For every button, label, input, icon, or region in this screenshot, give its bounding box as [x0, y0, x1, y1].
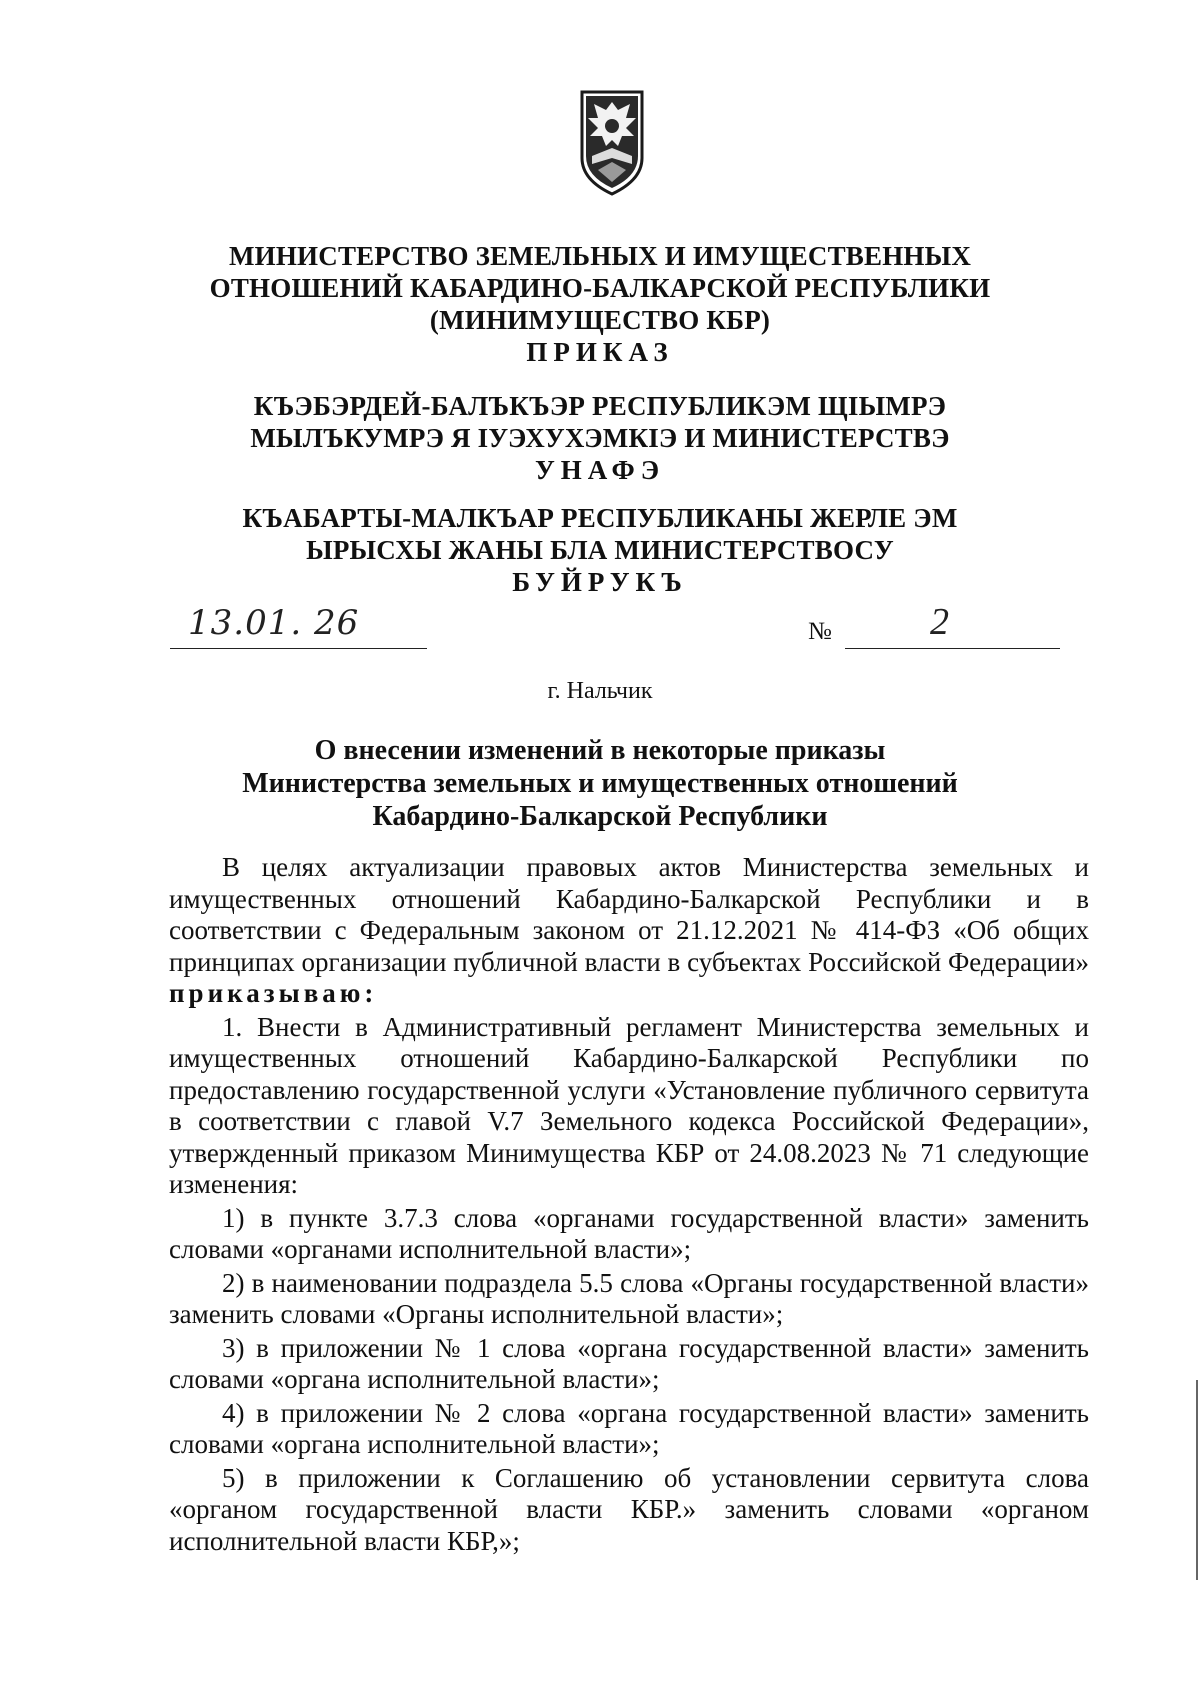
sub-item-3: 3) в приложении № 1 слова «органа государственной власти» заменить словами «органа исполнительной власти»; — [169, 1332, 1089, 1394]
preamble-text: В целях актуализации правовых актов Министерства земельных и имущественных отношений Кабардино-Балкарской Республики и в соответствии с Федеральным законом от 21.12.2021 № 414-ФЗ «Об общих принципах организации публичной власти в субъектах Российской Федерации» — [169, 852, 1089, 977]
header-line: (МИНИМУЩЕСТВО КБР) — [429, 305, 771, 335]
date-underline — [170, 648, 427, 649]
document-title — [0, 734, 1200, 833]
city: г. Нальчик — [547, 678, 653, 704]
number-label: № — [808, 618, 832, 645]
doc-type-ru: ПРИКАЗ — [526, 337, 674, 367]
sub-item-4: 4) в приложении № 2 слова «органа государственной власти» заменить словами «органа исполнительной власти»; — [169, 1397, 1089, 1459]
header-line: ЫРЫСХЫ ЖАНЫ БЛА МИНИСТЕРСТВОСУ — [306, 535, 894, 565]
title-line: О внесении изменений в некоторые приказы — [314, 735, 886, 766]
coat-of-arms-icon — [578, 88, 646, 196]
document-date: 13.01. 26 — [188, 603, 360, 643]
document-body — [169, 852, 1089, 1557]
ministry-name-kbd — [0, 390, 1200, 486]
sub-item-1: 1) в пункте 3.7.3 слова «органами государственной власти» заменить словами «органами исполнительной власти»; — [169, 1202, 1089, 1264]
header-line: КЪАБАРТЫ-МАЛКЪАР РЕСПУБЛИКАНЫ ЖЕРЛЕ ЭМ — [242, 503, 958, 533]
ministry-name-krc — [0, 502, 1200, 598]
scan-edge-mark — [1196, 1380, 1198, 1580]
item-1: 1. Внести в Административный регламент Министерства земельных и имущественных отношений Кабардино-Балкарской Республики по предоставлению государственной услуги «Установление публичного сервитута в соответствии с главой V.7 Земельного кодекса Российской Федерации», утвержденный приказом Минимущества КБР от 24.08.2023 № 71 следующие изменения: — [169, 1011, 1089, 1199]
title-line: Министерства земельных и имущественных отношений — [242, 768, 958, 799]
doc-type-kbd: УНАФЭ — [534, 455, 666, 485]
ministry-name-ru — [0, 240, 1200, 368]
document-number: 2 — [930, 601, 949, 643]
header-line: МЫЛЪКУМРЭ Я IУЭХУХЭМКIЭ И МИНИСТЕРСТВЭ — [250, 423, 950, 453]
header-line: МИНИСТЕРСТВО ЗЕМЕЛЬНЫХ И ИМУЩЕСТВЕННЫХ — [228, 241, 972, 271]
number-underline — [845, 648, 1060, 649]
preamble-paragraph — [169, 852, 1089, 1010]
header-line: ОТНОШЕНИЙ КАБАРДИНО-БАЛКАРСКОЙ РЕСПУБЛИКИ — [209, 273, 991, 303]
title-line: Кабардино-Балкарской Республики — [372, 801, 828, 832]
sub-item-5: 5) в приложении к Соглашению об установлении сервитута слова «органом государственной власти КБР.» заменить словами «органом исполнительной власти КБР,»; — [169, 1462, 1089, 1556]
doc-type-krc: БУЙРУКЪ — [512, 567, 688, 597]
sub-item-2: 2) в наименовании подраздела 5.5 слова «Органы государственной власти» заменить словами «Органы исполнительной власти»; — [169, 1267, 1089, 1329]
header-line: КЪЭБЭРДЕЙ-БАЛЪКЪЭР РЕСПУБЛИКЭМ ЩIЫМРЭ — [253, 391, 947, 421]
order-colon: : — [364, 978, 374, 1008]
order-word: приказываю — [169, 978, 365, 1008]
